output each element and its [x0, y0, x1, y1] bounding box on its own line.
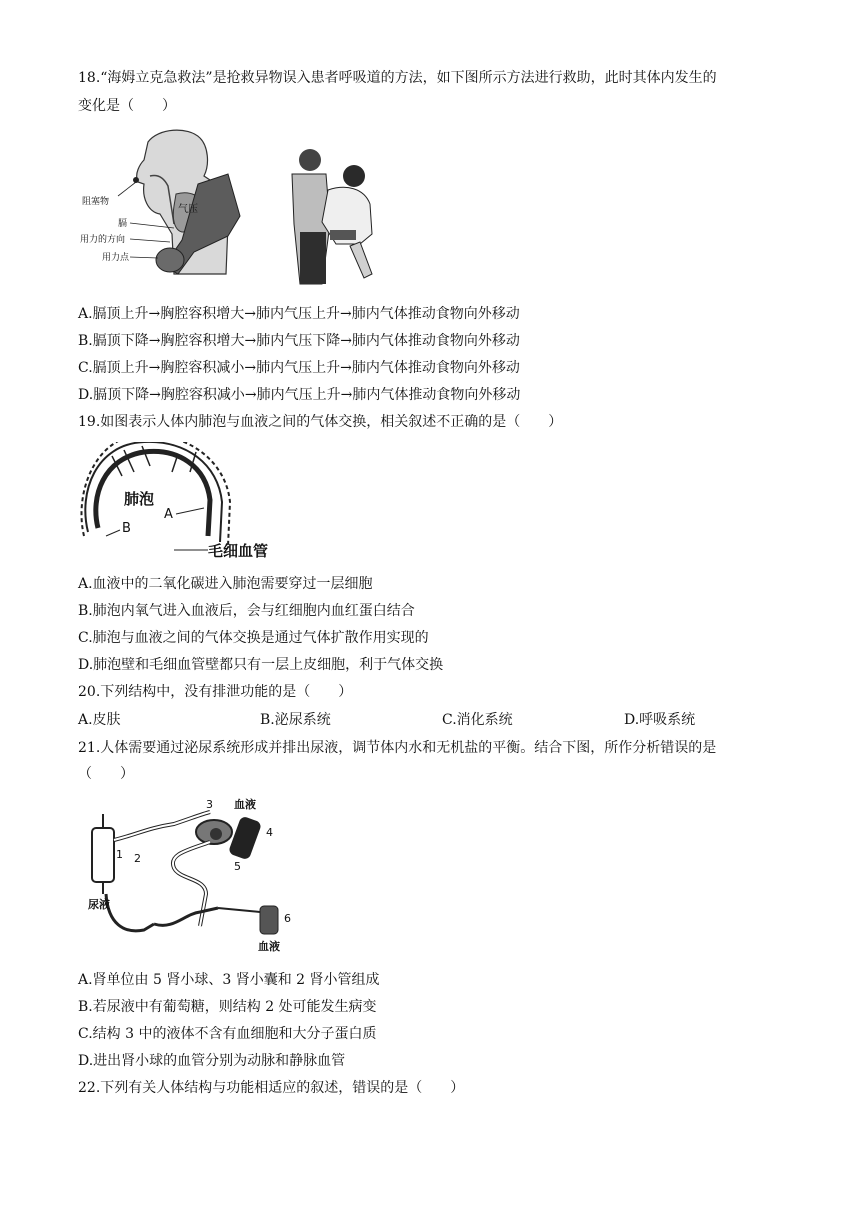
label-alveolus: 肺泡	[124, 490, 155, 508]
label-n3: 3	[206, 798, 213, 811]
label-capillary: 毛细血管	[208, 542, 269, 560]
heimlich-figure	[78, 124, 378, 288]
alveolus-figure	[78, 442, 288, 564]
q18-stem-line1: 18.“海姆立克急救法”是抢救异物误入患者呼吸道的方法，如下图所示方法进行救助，此时其体内发生的	[78, 70, 717, 86]
q19-option-c: C.肺泡与血液之间的气体交换是通过气体扩散作用实现的	[78, 630, 429, 646]
q18-option-b: B.膈顶下降→胸腔容积增大→肺内气压下降→肺内气体推动食物向外移动	[78, 333, 520, 349]
label-pressure: 气压	[178, 204, 198, 215]
label-blood-bottom: 血液	[258, 940, 280, 953]
label-n2: 2	[134, 852, 141, 865]
label-force-direction: 用力的方向	[80, 235, 126, 245]
heimlich-diagram	[78, 124, 378, 288]
label-obstruction: 阻塞物	[82, 197, 110, 207]
label-n1: 1	[116, 848, 123, 861]
label-n4: 4	[266, 826, 273, 839]
q21-option-d: D.进出肾小球的血管分别为动脉和静脉血管	[78, 1053, 346, 1069]
q18-option-a: A.膈顶上升→胸腔容积增大→肺内气压上升→肺内气体推动食物向外移动	[78, 306, 520, 322]
q21-option-a: A.肾单位由 5 肾小球、3 肾小囊和 2 肾小管组成	[78, 972, 380, 988]
q22-stem: 22.下列有关人体结构与功能相适应的叙述，错误的是（ ）	[78, 1080, 465, 1096]
label-diaphragm: 膈	[118, 219, 128, 229]
q18-option-c: C.膈顶上升→胸腔容积减小→肺内气压上升→肺内气体推动食物向外移动	[78, 360, 520, 376]
q19-option-a: A.血液中的二氧化碳进入肺泡需要穿过一层细胞	[78, 576, 373, 592]
q19-option-b: B.肺泡内氧气进入血液后，会与红细胞内血红蛋白结合	[78, 603, 415, 619]
q21-stem-line1: 21.人体需要通过泌尿系统形成并排出尿液，调节体内水和无机盐的平衡。结合下图，所作分析错误的是	[78, 740, 717, 756]
q18-stem-line2: 变化是（ ）	[78, 98, 176, 114]
label-b: B	[122, 521, 131, 536]
q21-option-c: C.结构 3 中的液体不含有血细胞和大分子蛋白质	[78, 1026, 377, 1042]
label-force-point: 用力点	[102, 253, 130, 263]
nephron-diagram	[84, 794, 304, 962]
q19-stem: 19.如图表示人体内肺泡与血液之间的气体交换，相关叙述不正确的是（ ）	[78, 414, 563, 430]
q21-option-b: B.若尿液中有葡萄糖，则结构 2 处可能发生病变	[78, 999, 377, 1015]
q18-option-d: D.膈顶下降→胸腔容积减小→肺内气压上升→肺内气体推动食物向外移动	[78, 387, 521, 403]
q20-option-a: A.皮肤	[78, 712, 121, 728]
q21-stem-line2: （ ）	[78, 766, 134, 782]
q19-option-d: D.肺泡壁和毛细血管壁都只有一层上皮细胞，利于气体交换	[78, 657, 444, 673]
q20-option-c: C.消化系统	[442, 712, 513, 728]
q20-option-b: B.泌尿系统	[260, 712, 331, 728]
label-n5: 5	[234, 860, 241, 873]
q20-option-d: D.呼吸系统	[624, 712, 696, 728]
label-n6: 6	[284, 912, 291, 925]
q20-stem: 20.下列结构中，没有排泄功能的是（ ）	[78, 684, 353, 700]
nephron-figure	[84, 794, 304, 962]
label-a: A	[164, 507, 173, 522]
label-urine: 尿液	[88, 898, 110, 911]
alveolus-diagram	[78, 442, 288, 564]
label-blood-top: 血液	[234, 798, 256, 811]
